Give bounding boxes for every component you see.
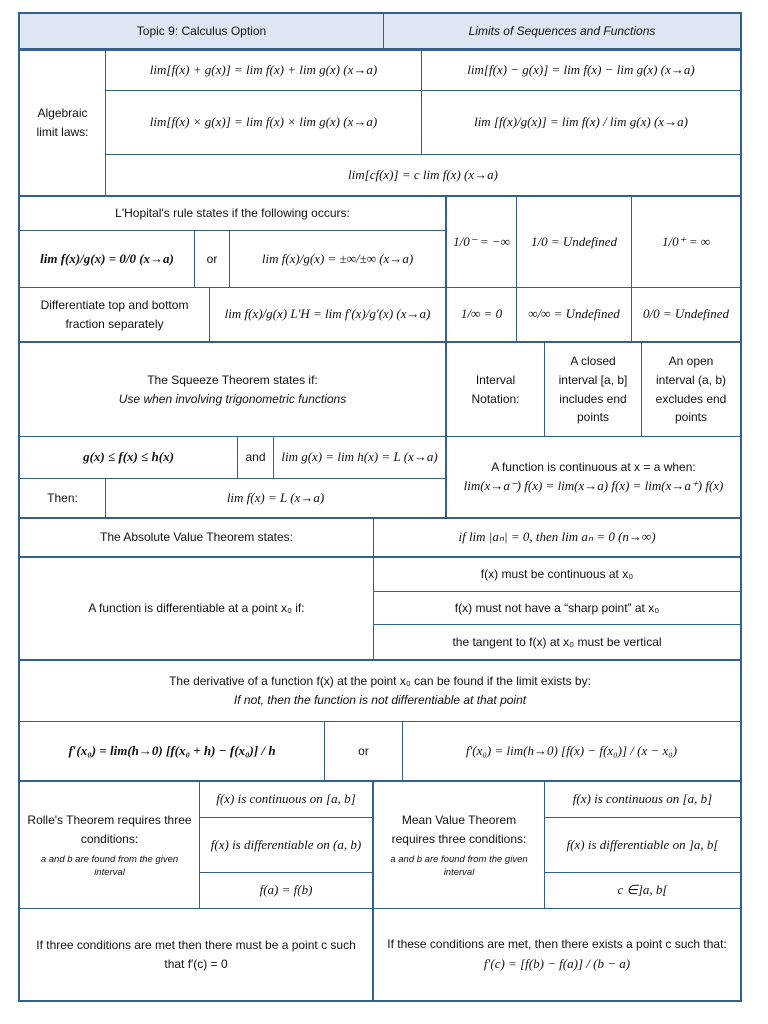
interval-label: Interval Notation: bbox=[447, 343, 545, 437]
constant-law: lim[cf(x)] = c lim f(x) (x→a) bbox=[348, 166, 498, 182]
infinity-over-infinity: ∞/∞ = Undefined bbox=[517, 288, 632, 341]
derivative-title-cell bbox=[20, 661, 740, 722]
squeeze-note: Use when involving trigonometric functions bbox=[118, 391, 347, 406]
derivative-formula-x: f′(x₀) = lim(h→0) [f(x) − f(x₀)] / (x − x₀) bbox=[465, 742, 678, 758]
squeeze-limits-equal: lim g(x) = lim h(x) = L (x→a) bbox=[274, 437, 447, 479]
mvt-result-formula: f′(c) = [f(b) − f(a)] / (b − a) bbox=[483, 955, 631, 971]
derivative-section bbox=[20, 661, 740, 782]
lhopital-condition-infinity: lim f(x)/g(x) = ±∞/±∞ (x→a) bbox=[230, 231, 447, 288]
mvt-result-intro: If these conditions are met, then there exists a point c such that: bbox=[387, 937, 727, 952]
absolute-section bbox=[20, 519, 740, 558]
rolle-result: If three conditions are met then there must be a point c such that f′(c) = 0 bbox=[20, 909, 374, 1000]
rolle-label-cell bbox=[20, 782, 200, 909]
subject-title: Limits of Sequences and Functions bbox=[384, 14, 740, 49]
closed-interval: A closed interval [a, b] includes end points bbox=[545, 343, 642, 437]
squeeze-then: Then: bbox=[20, 479, 106, 517]
mvt-condition-3: c ∈]a, b[ bbox=[545, 873, 740, 909]
absolute-statement: if lim |aₙ| = 0, then lim aₙ = 0 (n→∞) bbox=[458, 529, 656, 545]
squeeze-section bbox=[20, 343, 740, 519]
continuity-condition: lim(x→a⁻) f(x) = lim(x→a) f(x) = lim(x→a⁺) f(x) bbox=[463, 478, 724, 494]
lhopital-instruction: Differentiate top and bottom fraction separately bbox=[20, 288, 210, 341]
topic-title: Topic 9: Calculus Option bbox=[20, 14, 384, 49]
one-over-zero: 1/0 = Undefined bbox=[517, 197, 632, 288]
derivative-title: The derivative of a function f(x) at the point x₀ can be found if the limit exists by: bbox=[169, 674, 591, 689]
rolle-condition-2: f(x) is differentiable on (a, b) bbox=[200, 818, 374, 873]
lhopital-rule: lim f(x)/g(x) L'H = lim f′(x)/g′(x) (x→a) bbox=[210, 288, 447, 341]
lhopital-intro: L'Hopital's rule states if the following occurs: bbox=[20, 197, 447, 231]
mvt-condition-2: f(x) is differentiable on ]a, b[ bbox=[545, 818, 740, 873]
header-section bbox=[20, 14, 740, 51]
mvt-note: a and b are found from the given interval bbox=[390, 854, 528, 878]
continuity-title: A function is continuous at x = a when: bbox=[491, 459, 696, 474]
squeeze-and: and bbox=[238, 437, 274, 479]
derivative-note: If not, then the function is not differentiable at that point bbox=[233, 693, 527, 707]
mvt-result-cell bbox=[374, 909, 740, 1000]
rolle-label: Rolle's Theorem requires three conditions: bbox=[27, 813, 192, 846]
derivative-or: or bbox=[325, 722, 403, 780]
one-over-zero-plus: 1/0⁺ = ∞ bbox=[632, 197, 740, 288]
differentiable-condition-2: f(x) must not have a “sharp point” at x₀ bbox=[374, 592, 740, 625]
lhopital-section bbox=[20, 197, 740, 343]
rolle-condition-1: f(x) is continuous on [a, b] bbox=[200, 782, 374, 818]
one-over-zero-minus: 1/0⁻ = −∞ bbox=[447, 197, 517, 288]
sum-law: lim[f(x) + g(x)] = lim f(x) + lim g(x) (x→a) bbox=[106, 51, 422, 91]
mvt-label-cell bbox=[374, 782, 545, 909]
continuity-cell bbox=[447, 437, 740, 517]
formula-sheet bbox=[18, 12, 742, 1002]
quotient-law: lim [f(x)/g(x)] = lim f(x) / lim g(x) (x→a) bbox=[422, 91, 740, 155]
open-interval: An open interval (a, b) excludes end points bbox=[642, 343, 740, 437]
algebraic-section bbox=[20, 51, 740, 197]
squeeze-title: The Squeeze Theorem states if: bbox=[147, 372, 318, 387]
lhopital-or: or bbox=[195, 231, 230, 288]
zero-over-zero: 0/0 = Undefined bbox=[642, 306, 730, 322]
differentiable-condition-1: f(x) must be continuous at x₀ bbox=[374, 558, 740, 592]
squeeze-title-cell bbox=[20, 343, 447, 437]
product-law: lim[f(x) × g(x)] = lim f(x) × lim g(x) (x→a) bbox=[106, 91, 422, 155]
mvt-condition-1: f(x) is continuous on [a, b] bbox=[545, 782, 740, 818]
difference-law: lim[f(x) − g(x)] = lim f(x) − lim g(x) (x→a) bbox=[422, 51, 740, 91]
rolle-condition-3: f(a) = f(b) bbox=[200, 873, 374, 909]
squeeze-inequality: g(x) ≤ f(x) ≤ h(x) bbox=[20, 437, 238, 479]
squeeze-conclusion: lim f(x) = L (x→a) bbox=[106, 479, 447, 517]
rolle-mvt-section bbox=[20, 782, 740, 1000]
derivative-formula-h: f′(x₀) = lim(h→0) [f(x₀ + h) − f(x₀)] / h bbox=[20, 722, 325, 780]
differentiable-label: A function is differentiable at a point x₀ if: bbox=[20, 558, 374, 659]
algebraic-label: Algebraic limit laws: bbox=[20, 51, 106, 195]
lhopital-condition: lim f(x)/g(x) = 0/0 (x→a) bbox=[20, 231, 195, 288]
differentiable-condition-3: the tangent to f(x) at x₀ must be vertical bbox=[452, 634, 662, 649]
one-over-infinity: 1/∞ = 0 bbox=[447, 288, 517, 341]
rolle-note: a and b are found from the given interval bbox=[40, 854, 179, 878]
mvt-label: Mean Value Theorem requires three conditions: bbox=[391, 813, 527, 846]
differentiable-section bbox=[20, 558, 740, 661]
absolute-label: The Absolute Value Theorem states: bbox=[20, 519, 374, 556]
